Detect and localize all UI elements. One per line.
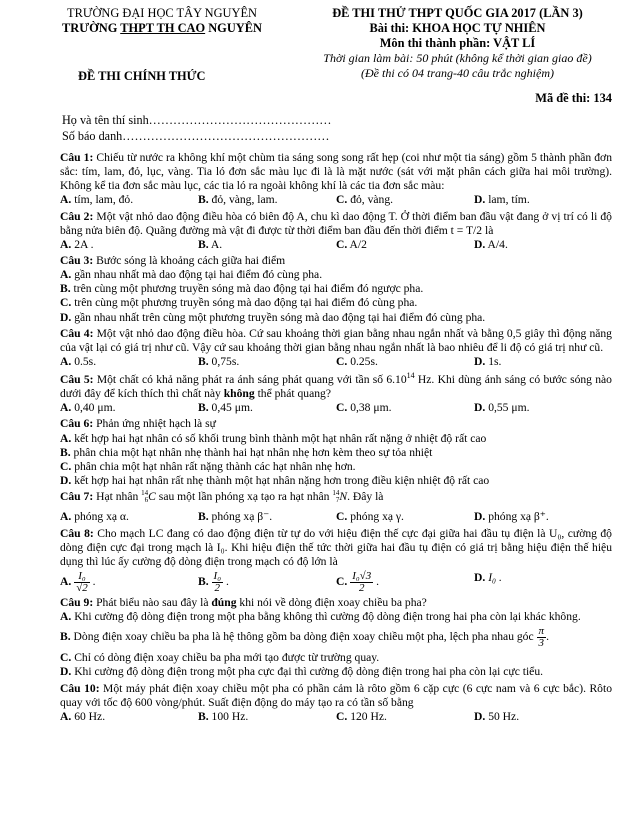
option-a bbox=[60, 571, 198, 594]
option-b bbox=[198, 571, 336, 594]
question-2 bbox=[60, 210, 612, 252]
option-text: kết hợp hai hạt nhân có số khối trung bình thành một hạt nhân rất nặng ở nhiệt độ rất cao bbox=[74, 431, 487, 445]
option-d bbox=[474, 238, 612, 252]
option-letter: A. bbox=[60, 354, 72, 368]
option-b bbox=[198, 355, 336, 369]
denominator: √2 bbox=[76, 582, 88, 594]
option-c bbox=[336, 510, 474, 524]
option-letter: D. bbox=[474, 709, 486, 723]
option-c bbox=[60, 651, 612, 665]
option-letter: C. bbox=[60, 651, 72, 665]
option-b bbox=[60, 282, 612, 296]
option-letter: B. bbox=[60, 445, 71, 459]
option-letter: C. bbox=[336, 575, 348, 589]
option-text: phóng xạ β⁺. bbox=[488, 510, 549, 524]
school-line-2-pre: TRƯỜNG bbox=[62, 21, 121, 36]
option-letter: C. bbox=[336, 510, 348, 524]
option-text: 0,38 μm. bbox=[350, 401, 392, 415]
numerator: I₀ bbox=[74, 571, 90, 583]
option-c bbox=[336, 355, 474, 369]
option-letter: C. bbox=[60, 296, 72, 310]
option-text: kết hợp hai hạt nhân rất nhẹ thành một hạt nhân nặng hơn trong điều kiện nhiệt độ rất cao bbox=[74, 473, 490, 487]
option-d bbox=[474, 355, 612, 369]
option-text: 1s. bbox=[488, 354, 502, 368]
option-c bbox=[336, 401, 474, 415]
exponent: 14 bbox=[406, 371, 415, 381]
option-text: phân chia một hạt nhân nhẹ thành hai hạt nhân nhẹ hơn kèm theo sự tỏa nhiệt bbox=[73, 445, 433, 459]
option-d bbox=[474, 710, 612, 724]
numerator: I₀√3 bbox=[352, 570, 372, 582]
option-a bbox=[60, 710, 198, 724]
exam-code: Mã đề thi: 134 bbox=[535, 91, 612, 105]
question-stem-post: khi nói về dòng điện xoay chiều ba pha? bbox=[236, 596, 427, 609]
question-stem: Một vật nhỏ dao động điều hòa. Cứ sau khoảng thời gian bằng nhau ngắn nhất và bằng 0,5 giây thì động năng của vật lại có giá trị như cũ. Vậy cứ sau khoảng thời gian bằng nhau ngắn nhất là bao nhiêu để li độ có giá trị như cũ. bbox=[60, 326, 612, 354]
option-b bbox=[198, 710, 336, 724]
exam-pages: (Đề thi có 04 trang-40 câu trắc nghiệm) bbox=[361, 66, 554, 80]
fraction bbox=[74, 571, 90, 594]
numerator: π bbox=[538, 625, 545, 638]
school-block bbox=[42, 6, 282, 36]
option-letter: D. bbox=[60, 665, 72, 679]
option-letter: D. bbox=[474, 193, 486, 207]
option-text: . bbox=[376, 575, 380, 589]
question-number: Câu 8: bbox=[60, 526, 94, 540]
mass-number: 14 bbox=[141, 489, 149, 498]
option-letter: B. bbox=[198, 193, 209, 207]
option-text: Chỉ có dòng điện xoay chiều ba pha mới tạo được từ trường quay. bbox=[74, 651, 380, 665]
option-b bbox=[198, 238, 336, 252]
option-text: I₀ . bbox=[488, 571, 502, 584]
student-id-field: Số báo danh…………………………………………… bbox=[62, 128, 330, 143]
option-letter: B. bbox=[198, 237, 209, 251]
question-stem: Phản ứng nhiệt hạch là sự bbox=[96, 417, 216, 431]
question-5 bbox=[60, 371, 612, 415]
question-stem: Chiếu từ nước ra không khí một chùm tia sáng song song rất hẹp (coi như một tia sáng) gồm 5 thành phần đơn sắc: tím, lam, đỏ, lục, vàng. Tia ló đơn sắc màu lục đi là là mặt nước (sát với mặt phân cách giữa hai môi trường). Không kể tia đơn sắc màu lục, các tia ló ra ngoài không khí là các tia đơn sắc màu: bbox=[60, 151, 612, 193]
option-c bbox=[336, 710, 474, 724]
option-text: 100 Hz. bbox=[211, 709, 249, 723]
option-text: 2A . bbox=[74, 237, 94, 251]
option-letter: A. bbox=[60, 401, 72, 415]
option-text: Dòng điện xoay chiều ba pha là hệ thông gồm ba dòng điện xoay chiều một pha, lệch pha nhau góc bbox=[73, 630, 534, 644]
option-text: 0,45 μm. bbox=[211, 401, 253, 415]
numerator: I₀ bbox=[213, 570, 222, 582]
option-row bbox=[60, 710, 612, 724]
option-c bbox=[60, 296, 612, 310]
option-letter: D. bbox=[474, 401, 486, 415]
question-stem-post: . Đây là bbox=[347, 490, 384, 504]
option-letter: C. bbox=[336, 401, 348, 415]
exam-time: Thời gian làm bài: 50 phút (không kể thời gian giao đề) bbox=[323, 51, 592, 66]
question-list bbox=[60, 151, 612, 726]
question-stem-mid: sau một lần phóng xạ tạo ra hạt nhân bbox=[155, 490, 333, 504]
option-text-post: . bbox=[546, 630, 549, 644]
option-d bbox=[474, 401, 612, 415]
option-letter: A. bbox=[60, 510, 72, 524]
question-6 bbox=[60, 417, 612, 488]
option-letter: A. bbox=[60, 575, 72, 589]
denominator: 3 bbox=[538, 637, 545, 650]
option-text: lam, tím. bbox=[488, 193, 530, 207]
option-letter: B. bbox=[60, 282, 71, 296]
student-name-field: Họ và tên thí sinh……………………………………… bbox=[62, 113, 332, 127]
fraction bbox=[350, 571, 373, 594]
option-text: đỏ, vàng, lam. bbox=[211, 193, 278, 207]
option-text: A/2 bbox=[349, 237, 367, 251]
option-letter: B. bbox=[198, 510, 209, 524]
option-row bbox=[60, 571, 612, 594]
option-letter: B. bbox=[198, 354, 209, 368]
option-letter: C. bbox=[336, 193, 348, 207]
option-d bbox=[474, 510, 612, 524]
option-c bbox=[336, 238, 474, 252]
option-a bbox=[60, 401, 198, 415]
option-text: Khi cường độ dòng điện trong một pha cực đại thì cường độ dòng điện trong hai pha còn lại cực tiểu. bbox=[74, 665, 544, 679]
option-b bbox=[198, 510, 336, 524]
option-text: phân chia một hạt nhân rất nặng thành các hạt nhân nhẹ hơn. bbox=[74, 459, 356, 473]
option-d bbox=[474, 571, 612, 594]
option-text: 0,75s. bbox=[211, 354, 240, 368]
option-text: phóng xạ γ. bbox=[350, 510, 404, 524]
question-stem-pre: Một chất có khả năng phát ra ánh sáng phát quang với tần số 6.10 bbox=[96, 372, 407, 386]
option-c bbox=[336, 193, 474, 207]
option-letter: D. bbox=[60, 310, 72, 324]
emphasis: đúng bbox=[211, 596, 237, 609]
fraction bbox=[537, 626, 547, 649]
denominator: 2 bbox=[214, 582, 221, 594]
option-text: 120 Hz. bbox=[350, 709, 387, 723]
option-text: trên cùng một phương truyền sóng mà dao động tại hai điểm đó cùng pha. bbox=[74, 296, 418, 310]
option-text: phóng xạ β⁻. bbox=[211, 510, 273, 524]
denominator: 2 bbox=[358, 582, 365, 594]
option-text: trên cùng một phương truyền sóng mà dao động tại hai điểm đó ngược pha. bbox=[73, 282, 424, 296]
option-a bbox=[60, 510, 198, 524]
school-line-2-post: NGUYÊN bbox=[205, 21, 262, 36]
option-letter: B. bbox=[198, 709, 209, 723]
exam-component: Môn thi thành phần: VẬT LÍ bbox=[379, 36, 536, 51]
school-line-2-underlined: THPT TH CAO bbox=[120, 21, 206, 36]
question-8 bbox=[60, 527, 612, 594]
option-row bbox=[60, 238, 612, 252]
option-b bbox=[198, 401, 336, 415]
option-text: 60 Hz. bbox=[74, 709, 106, 723]
option-letter: D. bbox=[60, 473, 72, 487]
option-b bbox=[60, 626, 612, 649]
option-letter: A. bbox=[60, 431, 72, 445]
nucleus-1-symbol: C bbox=[148, 490, 156, 504]
exam-header bbox=[0, 6, 640, 118]
school-line-2 bbox=[42, 21, 282, 36]
option-letter: D. bbox=[474, 571, 486, 584]
question-number: Câu 4: bbox=[60, 326, 94, 340]
exam-subject: Bài thi: KHOA HỌC TỰ NHIÊN bbox=[369, 21, 546, 36]
option-text: đỏ, vàng. bbox=[350, 193, 394, 207]
option-a bbox=[60, 610, 612, 624]
option-text: 0,55 μm. bbox=[488, 401, 530, 415]
option-text: . bbox=[92, 575, 96, 589]
option-d bbox=[60, 665, 612, 679]
option-a bbox=[60, 238, 198, 252]
question-number: Câu 2: bbox=[60, 209, 94, 223]
option-letter: D. bbox=[474, 237, 486, 251]
atomic-number: 6 bbox=[144, 496, 149, 505]
option-text: A. bbox=[210, 237, 223, 251]
question-1 bbox=[60, 151, 612, 208]
option-letter: C. bbox=[336, 237, 348, 251]
option-text: 0.5s. bbox=[74, 354, 97, 368]
question-stem-pre: Phát biểu nào sau đây là bbox=[96, 596, 212, 609]
option-row bbox=[60, 401, 612, 415]
question-10 bbox=[60, 682, 612, 724]
question-stem: Cho mạch LC đang có dao động điện từ tự do với hiệu điện thế cực đại giữa hai đầu tụ điện là U₀, cường độ dòng điện cực đại trong mạch là I₀. Khi hiệu điện thế tức thời giữa hai đầu tụ điện có giá trị bằng hiệu điện thế hiệu dụng thì lúc ấy cường độ dòng điện trong mạch có độ lớn là bbox=[60, 526, 612, 568]
option-text: 0,40 μm. bbox=[74, 401, 116, 415]
question-3 bbox=[60, 254, 612, 325]
exam-title: ĐỀ THI THỬ THPT QUỐC GIA 2017 (LẦN 3) bbox=[332, 6, 583, 20]
option-letter: A. bbox=[60, 237, 72, 251]
question-number: Câu 6: bbox=[60, 417, 94, 431]
question-stem-post: thể phát quang? bbox=[254, 387, 331, 401]
option-a bbox=[60, 268, 612, 282]
option-text: gần nhau nhất mà dao động tại hai điểm đó cùng pha. bbox=[74, 268, 323, 282]
question-stem-mid: Hz. Khi dùng ánh sáng có bước sóng nào dưới đây để kích thích thì chất này bbox=[60, 372, 612, 401]
option-letter: A. bbox=[60, 610, 72, 624]
option-c bbox=[336, 571, 474, 594]
question-number: Câu 1: bbox=[60, 151, 94, 164]
option-letter: A. bbox=[60, 709, 72, 723]
option-row bbox=[60, 193, 612, 207]
question-number: Câu 10: bbox=[60, 681, 100, 695]
option-a bbox=[60, 355, 198, 369]
option-d bbox=[60, 474, 612, 488]
fraction bbox=[212, 571, 224, 594]
option-text: tím, lam, đỏ. bbox=[74, 193, 134, 207]
option-letter: C. bbox=[336, 709, 348, 723]
option-text: . bbox=[225, 575, 229, 589]
school-line-1: TRƯỜNG ĐẠI HỌC TÂY NGUYÊN bbox=[67, 6, 257, 20]
option-letter: C. bbox=[60, 459, 72, 473]
option-b bbox=[60, 446, 612, 460]
option-letter: A. bbox=[60, 268, 72, 282]
option-c bbox=[60, 460, 612, 474]
option-letter: D. bbox=[474, 354, 486, 368]
option-text: A/4. bbox=[487, 237, 508, 251]
option-row bbox=[60, 510, 612, 524]
nucleus-2-symbol: N bbox=[339, 490, 348, 504]
question-stem: Bước sóng là khoảng cách giữa hai điểm bbox=[96, 253, 286, 267]
option-letter: B. bbox=[198, 575, 209, 589]
option-d bbox=[474, 193, 612, 207]
option-a bbox=[60, 432, 612, 446]
option-row bbox=[60, 355, 612, 369]
option-letter: C. bbox=[336, 354, 348, 368]
exam-info-block bbox=[285, 6, 630, 81]
option-letter: B. bbox=[198, 401, 209, 415]
official-label: ĐỀ THI CHÍNH THỨC bbox=[78, 69, 206, 83]
student-info bbox=[62, 113, 331, 145]
option-d bbox=[60, 311, 612, 325]
question-number: Câu 5: bbox=[60, 372, 94, 386]
question-9 bbox=[60, 596, 612, 680]
emphasis: không bbox=[223, 387, 255, 401]
option-text: phóng xạ α. bbox=[74, 510, 129, 524]
question-stem: Một máy phát điện xoay chiều một pha có phần cảm là rôto gồm 6 cặp cực (6 cực nam và 6 cực bắc). Rôto quay với tốc độ 600 vòng/phút. Suất điện động do máy tạo ra có tần số bằng bbox=[60, 681, 612, 709]
question-stem-pre: Hạt nhân bbox=[96, 490, 142, 504]
atomic-number: 7 bbox=[335, 496, 340, 505]
option-letter: B. bbox=[60, 630, 71, 644]
question-stem: Một vật nhỏ dao động điều hòa có biên độ A, chu kì dao động T. Ở thời điểm ban đầu vật đang ở vị trí có li độ bằng nửa biên độ. Quãng đường mà vật đi được từ thời điểm ban đầu đến thời điểm t = T/2 là bbox=[60, 209, 612, 237]
question-number: Câu 3: bbox=[60, 253, 94, 267]
question-7 bbox=[60, 490, 612, 524]
option-text: gần nhau nhất trên cùng một phương truyền sóng mà dao động tại hai điểm đó cùng pha. bbox=[74, 310, 486, 324]
option-letter: D. bbox=[474, 510, 486, 524]
option-a bbox=[60, 193, 198, 207]
option-text: Khi cường độ dòng điện trong một pha bằng không thì cường độ dòng điện trong hai pha còn lại khác không. bbox=[74, 610, 581, 624]
option-b bbox=[198, 193, 336, 207]
question-number: Câu 7: bbox=[60, 490, 94, 504]
question-4 bbox=[60, 327, 612, 369]
option-text: 50 Hz. bbox=[488, 709, 520, 723]
question-number: Câu 9: bbox=[60, 596, 94, 609]
mass-number: 14 bbox=[332, 489, 340, 498]
option-text: 0.25s. bbox=[350, 354, 378, 368]
option-letter: A. bbox=[60, 193, 72, 207]
